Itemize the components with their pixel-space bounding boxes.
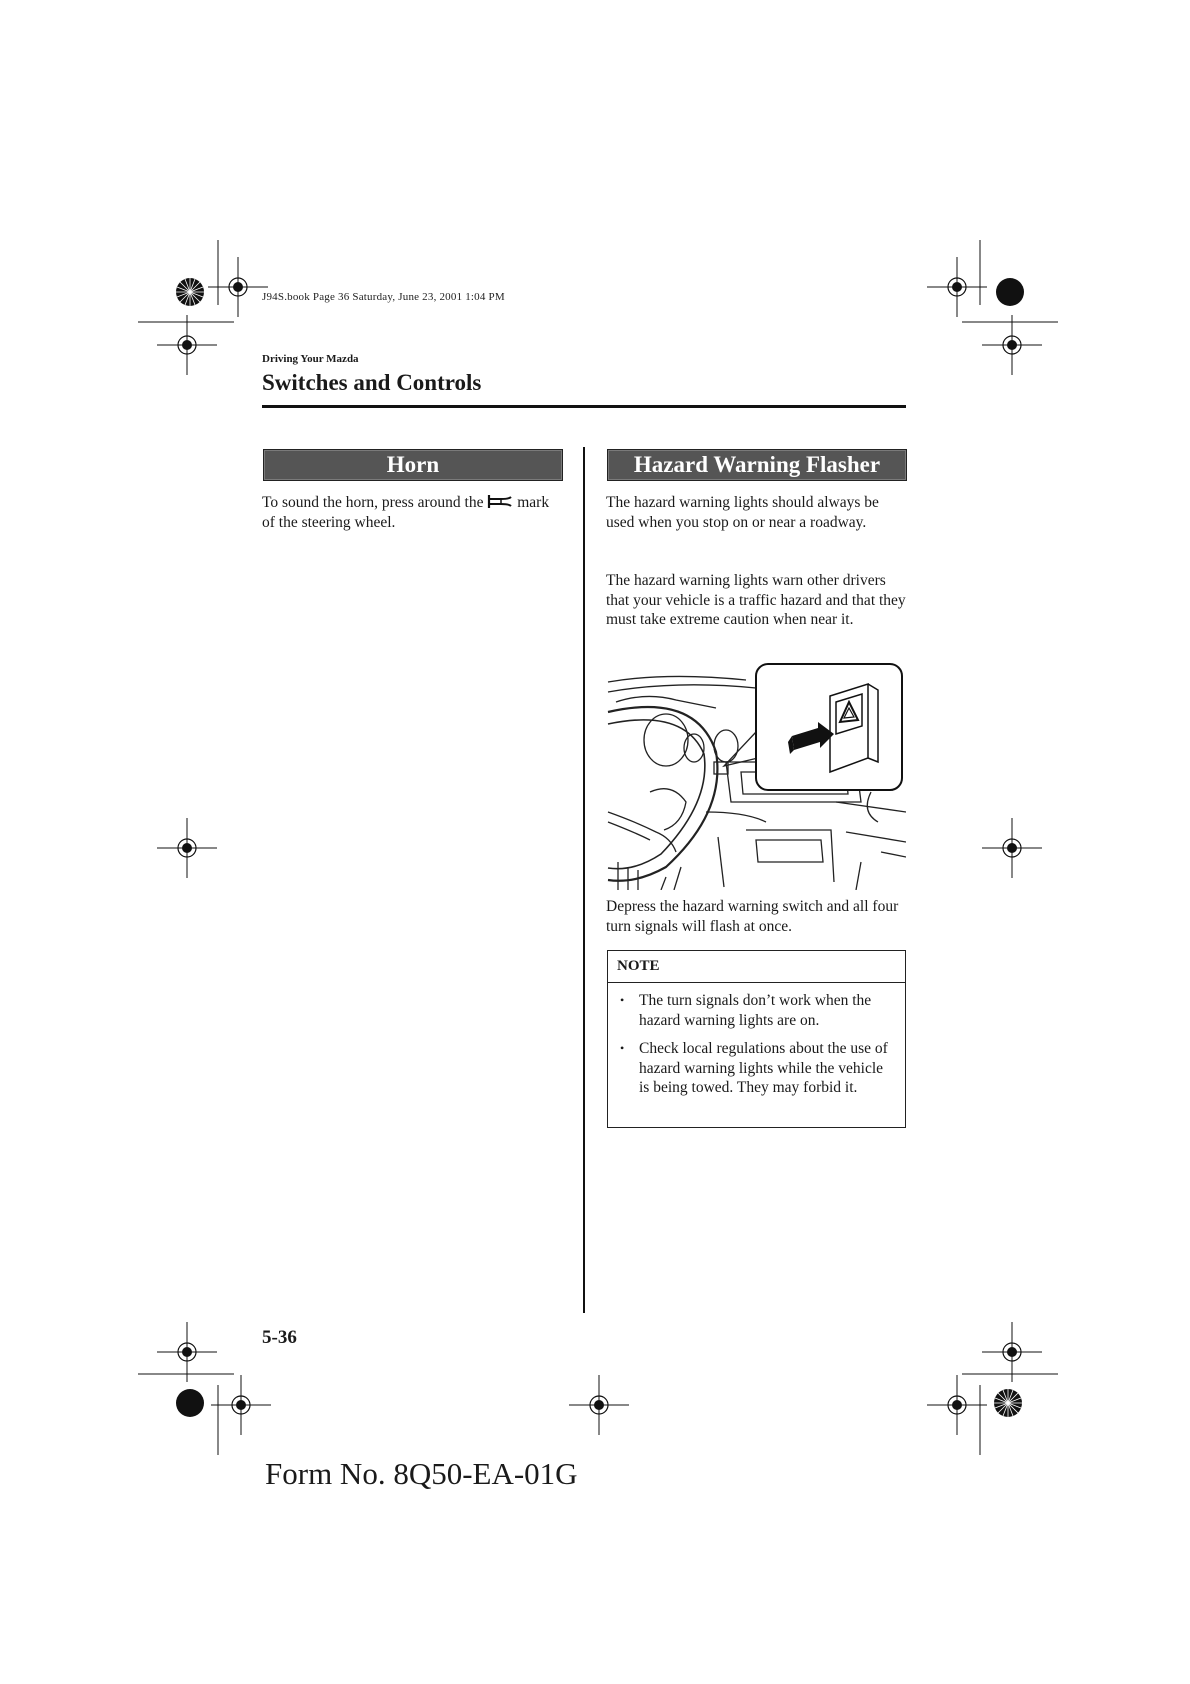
registration-mark-icon <box>138 240 268 375</box>
horn-icon <box>487 494 513 509</box>
note-box <box>607 950 906 1128</box>
note-heading: NOTE <box>608 951 905 983</box>
horn-instructions <box>262 493 562 532</box>
horn-text-after: mark of the steering wheel. <box>262 494 550 531</box>
note-item-text: Check local regulations about the use of hazard warning lights while the vehicle is being towed. They may forbid it. <box>639 1040 888 1096</box>
bullet-icon: • <box>620 1041 625 1055</box>
registration-mark-icon <box>927 1322 1058 1455</box>
horn-heading: Horn <box>263 449 563 481</box>
bullet-icon: • <box>620 993 625 1007</box>
hazard-caption: Depress the hazard warning switch and all four turn signals will flash at once. <box>606 898 899 935</box>
hazard-switch-illustration <box>606 662 906 890</box>
hazard-paragraph-2: The hazard warning lights warn other drivers that your vehicle is a traffic hazard and that they must take extreme caution when near it. <box>606 572 906 628</box>
note-list <box>608 983 905 1113</box>
note-item <box>618 1039 895 1098</box>
registration-mark-icon <box>157 818 217 878</box>
column-divider <box>583 447 585 1313</box>
page-title: Switches and Controls <box>262 370 482 395</box>
page-number: 5-36 <box>262 1327 297 1348</box>
registration-mark-icon <box>982 818 1042 878</box>
hazard-heading: Hazard Warning Flasher <box>607 449 907 481</box>
note-item-text: The turn signals don’t work when the hazard warning lights are on. <box>639 992 872 1029</box>
horn-text-before: To sound the horn, press around the <box>262 494 484 511</box>
registration-mark-icon <box>569 1375 629 1435</box>
hazard-paragraph-1: The hazard warning lights should always be used when you stop on or near a roadway. <box>606 494 879 531</box>
print-file-line: J94S.book Page 36 Saturday, June 23, 2001 1:04 PM <box>262 291 505 303</box>
form-number: Form No. 8Q50-EA-01G <box>265 1456 578 1491</box>
title-rule <box>262 405 906 408</box>
note-item <box>618 991 895 1030</box>
registration-mark-icon <box>927 240 1058 375</box>
section-label: Driving Your Mazda <box>262 353 359 365</box>
registration-mark-icon <box>138 1322 271 1455</box>
